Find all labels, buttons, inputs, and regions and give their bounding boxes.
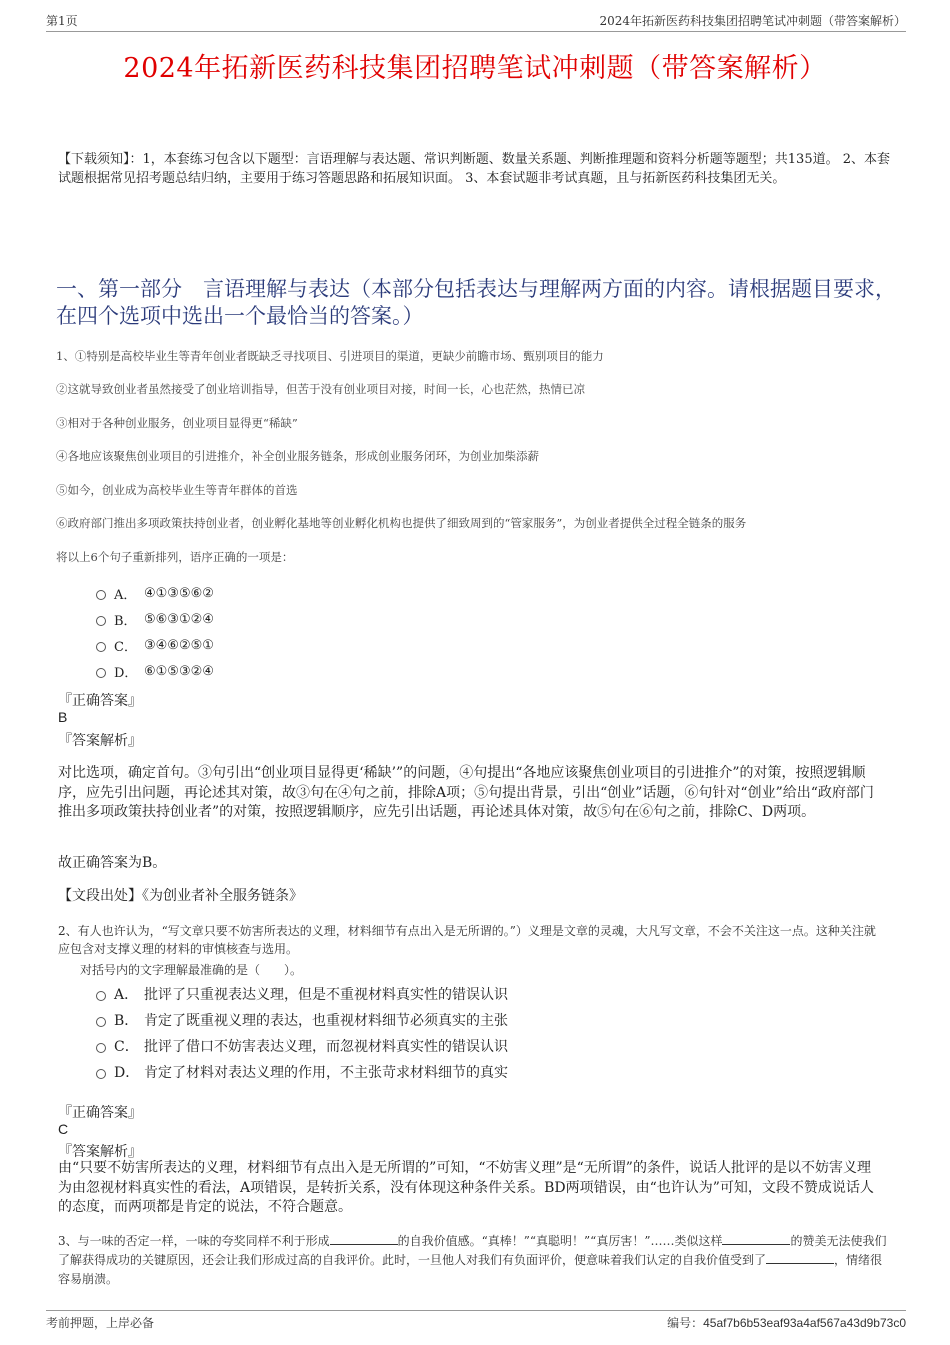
q2-answer-label: 『正确答案』 <box>58 1105 142 1121</box>
page-title: 2024年拓新医药科技集团招聘笔试冲刺题（带答案解析） <box>123 53 827 84</box>
fill-blank-2[interactable] <box>722 1233 790 1245</box>
footer-id <box>667 1314 906 1331</box>
q3-part-4: ，情绪很容易崩溃。 <box>58 1253 883 1286</box>
q3-part-2: 的自我价值感。“真棒！”“真聪明！”“真厉害！”……类似这样 <box>397 1234 723 1248</box>
header-doc-title: 2024年拓新医药科技集团招聘笔试冲刺题（带答案解析） <box>599 14 906 28</box>
option-letter: A． <box>114 588 137 603</box>
option-text: 批评了借口不妨害表达义理，而忽视材料真实性的错误认识 <box>144 1039 508 1055</box>
q1-analysis-label: 『答案解析』 <box>58 733 142 749</box>
q2-option-b[interactable] <box>96 1010 508 1030</box>
q1-option-b[interactable] <box>96 610 214 629</box>
radio-icon[interactable] <box>96 1017 106 1027</box>
option-text: ④①③⑤⑥② <box>144 586 214 601</box>
q1-answer: B <box>58 709 68 725</box>
q1-sentence-6: ⑥政府部门推出多项政策扶持创业者，创业孵化基地等创业孵化机构也提供了细致周到的“管家服务”，为创业者提供全过程全链条的服务 <box>56 516 747 530</box>
option-letter: A． <box>114 987 139 1003</box>
option-letter: C． <box>114 1039 139 1055</box>
option-letter: B． <box>114 1013 139 1029</box>
q3-text <box>58 1232 894 1289</box>
radio-icon[interactable] <box>96 1069 106 1079</box>
fill-blank-3[interactable] <box>766 1252 834 1264</box>
option-text: ③④⑥②⑤① <box>144 638 214 653</box>
q1-sentence-5: ⑤如今，创业成为高校毕业生等青年群体的首选 <box>56 483 298 497</box>
fill-blank-1[interactable] <box>330 1233 398 1245</box>
download-notice: 【下载须知】：1，本套练习包含以下题型：言语理解与表达题、常识判断题、数量关系题、判断推理题和资料分析题等题型；共135道。 2、本套试题根据常见招考题总结归纳，主要用于练习答题思路和拓展知识面。 3、本套试题非考试真题，且与拓新医药科技集团无关。 <box>58 152 890 186</box>
section-title: 一、第一部分 言语理解与表达（本部分包括表达与理解两方面的内容。请根据题目要求，在四个选项中选出一个最恰当的答案。） <box>56 277 896 328</box>
radio-icon[interactable] <box>96 991 106 1001</box>
q1-sentence-2: ②这就导致创业者虽然接受了创业培训指导，但苦于没有创业项目对接，时间一长，心也茫然，热情已凉 <box>56 382 585 396</box>
q1-sentence-1: 1、①特别是高校毕业生等青年创业者既缺乏寻找项目、引进项目的渠道，更缺少前瞻市场、甄别项目的能力 <box>56 349 604 363</box>
q1-sentence-4: ④各地应该聚焦创业项目的引进推介，补全创业服务链条，形成创业服务闭环，为创业加柴添薪 <box>56 449 539 463</box>
page-number: 第1页 <box>46 14 78 28</box>
option-text: ⑥①⑤③②④ <box>144 664 214 679</box>
q2-prompt: 对括号内的文字理解最准确的是（ ）。 <box>80 963 303 977</box>
q1-analysis: 对比选项，确定首句。③句引出“创业项目显得更‘稀缺’”的问题，④句提出“各地应该聚焦创业项目的引进推介”的对策，按照逻辑顺序，应先引出问题，再论述其对策，故③句在④句之前，排除A项；⑤句提出背景，引出“创业”话题，⑥句针对“创业”给出“政府部门推出多项政策扶持创业者”的对策，按照逻辑顺序，应先引出话题，再论述具体对策，故⑤句在⑥句之前，排除C、D两项。 <box>58 765 874 820</box>
q1-sentence-3: ③相对于各种创业服务，创业项目显得更“稀缺” <box>56 416 298 430</box>
q2-analysis-label: 『答案解析』 <box>58 1144 142 1160</box>
q1-option-a[interactable] <box>96 584 214 603</box>
q2-option-d[interactable] <box>96 1062 508 1082</box>
footer-divider <box>46 1310 906 1311</box>
q1-prompt: 将以上6个句子重新排列，语序正确的一项是： <box>56 550 294 564</box>
footer-id-value: 45af7b6b53eaf93a4af567a43d9b73c0 <box>703 1316 906 1330</box>
footer-slogan: 考前押题，上岸必备 <box>46 1316 155 1330</box>
radio-icon[interactable] <box>96 616 106 626</box>
q2-answer: C <box>58 1121 69 1137</box>
option-letter: B． <box>114 614 137 629</box>
q2-option-a[interactable] <box>96 984 508 1004</box>
q1-answer-label: 『正确答案』 <box>58 693 142 709</box>
q3-part-1: 3、与一味的否定一样，一味的夸奖同样不利于形成 <box>58 1234 330 1248</box>
q2-option-c[interactable] <box>96 1036 508 1056</box>
option-text: 批评了只重视表达义理，但是不重视材料真实性的错误认识 <box>144 987 508 1003</box>
q1-option-d[interactable] <box>96 662 214 681</box>
q2-stem: 2、有人也许认为，“写文章只要不妨害所表达的义理，材料细节有点出入是无所谓的。”）义理是文章的灵魂，大凡写文章，不会不关注这一点。这种关注就应包含对支撑义理的材料的审慎核查与选用。 <box>58 924 876 956</box>
radio-icon[interactable] <box>96 642 106 652</box>
option-text: 肯定了材料对表达义理的作用，不主张苛求材料细节的真实 <box>144 1065 508 1081</box>
radio-icon[interactable] <box>96 590 106 600</box>
q1-source: 【文段出处】《为创业者补全服务链条》 <box>58 888 303 904</box>
q1-option-c[interactable] <box>96 636 214 655</box>
option-letter: D． <box>114 666 138 681</box>
option-text: ⑤⑥③①②④ <box>144 612 214 627</box>
option-letter: D． <box>114 1065 140 1081</box>
q3-part-3: 的赞美无法使我们了解获得成功的关键原因，还会让我们形成过高的自我评价。此时，一旦他人对我们有负面评价，便意味着我们认定的自我价值受到了 <box>58 1234 887 1267</box>
footer-id-label: 编号： <box>667 1316 704 1330</box>
header-divider <box>46 31 906 32</box>
option-text: 肯定了既重视义理的表达，也重视材料细节必须真实的主张 <box>144 1013 508 1029</box>
q2-analysis: 由“只要不妨害所表达的义理，材料细节有点出入是无所谓的”可知，“不妨害义理”是“无所谓”的条件，说话人批评的是以不妨害义理为由忽视材料真实性的看法，A项错误，是转折关系，没有体现这种条件关系。BD两项错误，由“也许认为”可知，文段不赞成说话人的态度，而两项都是肯定的说法，不符合题意。 <box>58 1160 874 1215</box>
option-letter: C． <box>114 640 137 655</box>
q1-conclusion: 故正确答案为B。 <box>58 855 167 871</box>
radio-icon[interactable] <box>96 668 106 678</box>
radio-icon[interactable] <box>96 1043 106 1053</box>
